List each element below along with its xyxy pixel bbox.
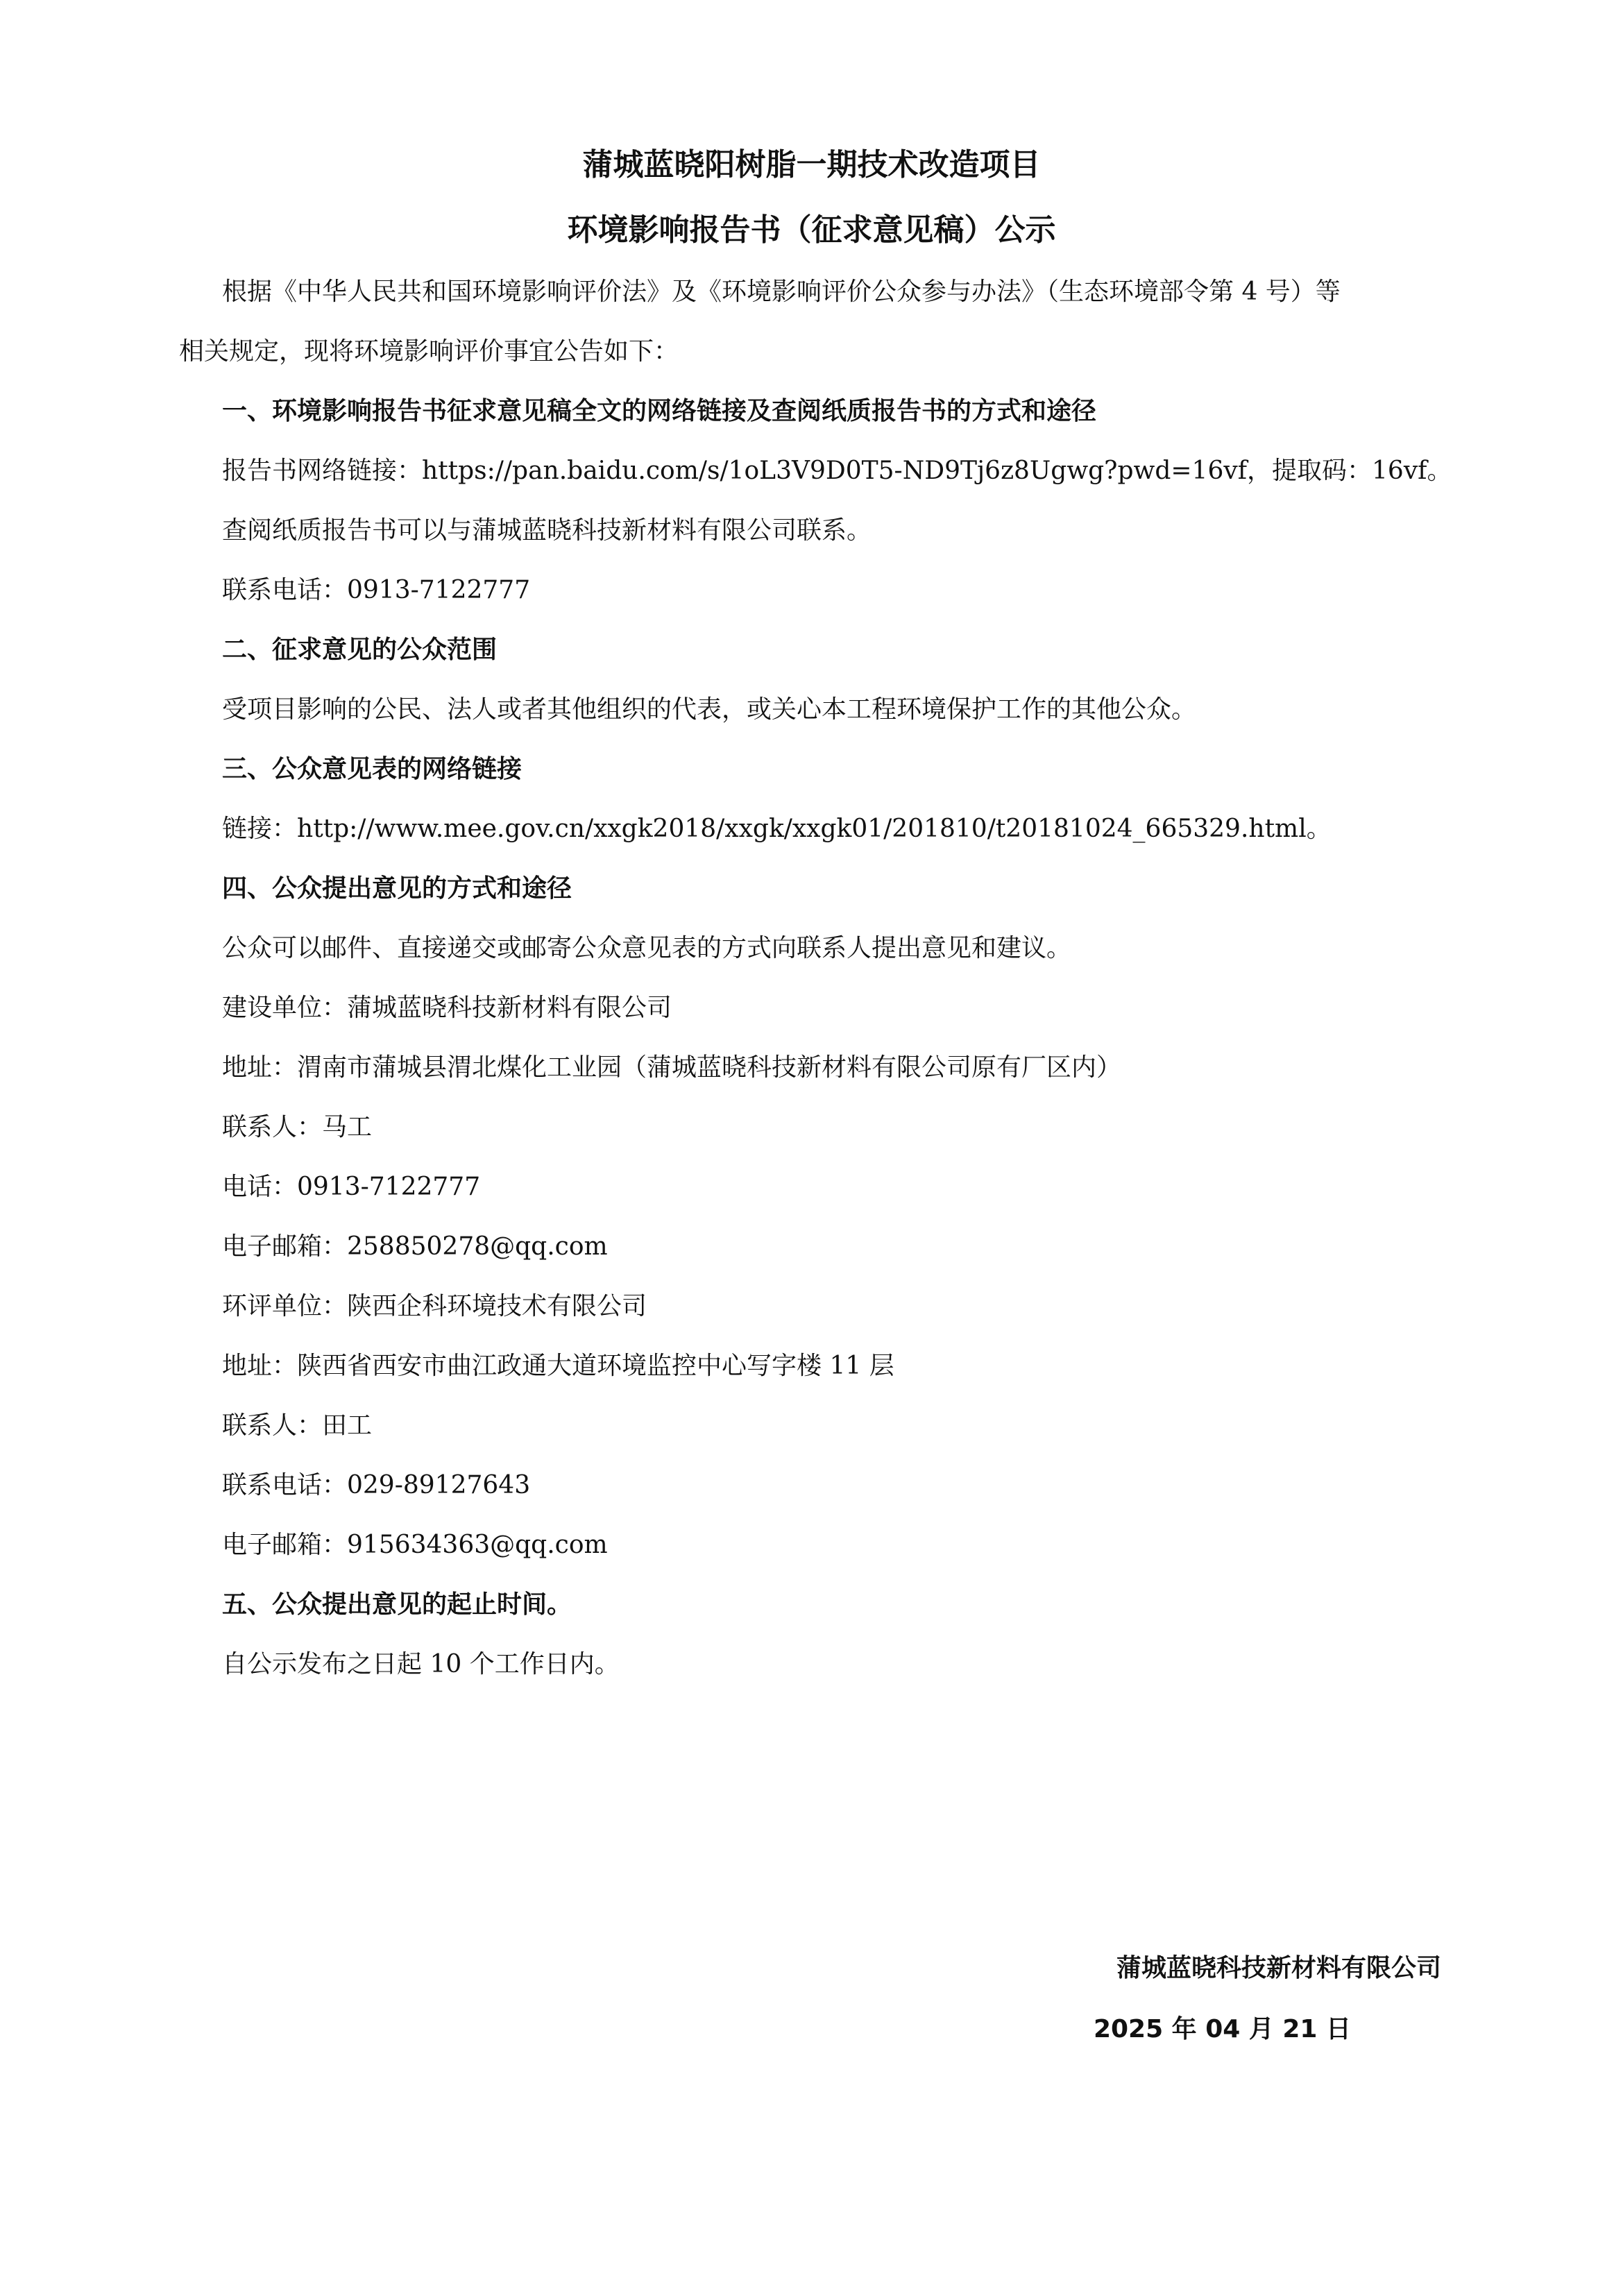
eia-address: 地址：陕西省西安市曲江政通大道环境监控中心写字楼 11 层 [222,1352,894,1380]
report-link-suffix: ，提取码：16vf。 [1247,457,1452,485]
eia-email: 电子邮箱：915634363@qq.com [222,1531,608,1559]
builder-unit: 建设单位：蒲城蓝晓科技新材料有限公司 [222,994,672,1022]
signature-date: 2025 年 04 月 21 日 [1093,2015,1351,2043]
comment-period-text: 自公示发布之日起 10 个工作日内。 [222,1650,620,1678]
builder-contact: 联系人：马工 [222,1113,373,1141]
report-link-line [222,454,1452,488]
section-1-heading: 一、环境影响报告书征求意见稿全文的网络链接及查阅纸质报告书的方式和途径 [222,397,1097,425]
form-link-suffix: 。 [1306,815,1332,843]
submission-method-text: 公众可以邮件、直接递交或邮寄公众意见表的方式向联系人提出意见和建议。 [222,934,1072,962]
builder-email: 电子邮箱：258850278@qq.com [222,1232,608,1261]
section-2-heading: 二、征求意见的公众范围 [222,636,498,664]
title-line-2: 环境影响报告书（征求意见稿）公示 [567,212,1056,248]
title-line-1: 蒲城蓝晓阳树脂一期技术改造项目 [582,147,1041,182]
contact-phone-1: 联系电话：0913-7122777 [222,576,531,604]
paper-report-text: 查阅纸质报告书可以与蒲城蓝晓科技新材料有限公司联系。 [222,516,872,545]
eia-phone: 联系电话：029-89127643 [222,1471,531,1499]
form-link-line [222,812,1332,847]
builder-address: 地址：渭南市蒲城县渭北煤化工业园（蒲城蓝晓科技新材料有限公司原有厂区内） [222,1053,1122,1082]
signature-company: 蒲城蓝晓科技新材料有限公司 [1116,1954,1441,1982]
builder-phone: 电话：0913-7122777 [222,1173,481,1201]
form-link[interactable]: http://www.mee.gov.cn/xxgk2018/xxgk/xxgk01/201810/t20181024_665329.html [297,815,1307,843]
form-link-prefix: 链接： [222,815,298,843]
section-3-heading: 三、公众意见表的网络链接 [222,755,522,783]
eia-unit: 环评单位：陕西企科环境技术有限公司 [222,1292,647,1320]
report-link[interactable]: https://pan.baidu.com/s/1oL3V9D0T5-ND9Tj6z8Ugwg?pwd=16vf [422,457,1248,485]
eia-contact: 联系人：田工 [222,1411,373,1440]
report-link-prefix: 报告书网络链接： [222,457,423,485]
public-scope-text: 受项目影响的公民、法人或者其他组织的代表，或关心本工程环境保护工作的其他公众。 [222,695,1197,724]
section-5-heading: 五、公众提出意见的起止时间。 [222,1590,572,1619]
section-4-heading: 四、公众提出意见的方式和途径 [222,874,572,903]
intro-line-2: 相关规定，现将环境影响评价事宜公告如下： [179,337,679,366]
intro-line-1: 根据《中华人民共和国环境影响评价法》及《环境影响评价公众参与办法》（生态环境部令第 4 号）等 [222,278,1341,306]
